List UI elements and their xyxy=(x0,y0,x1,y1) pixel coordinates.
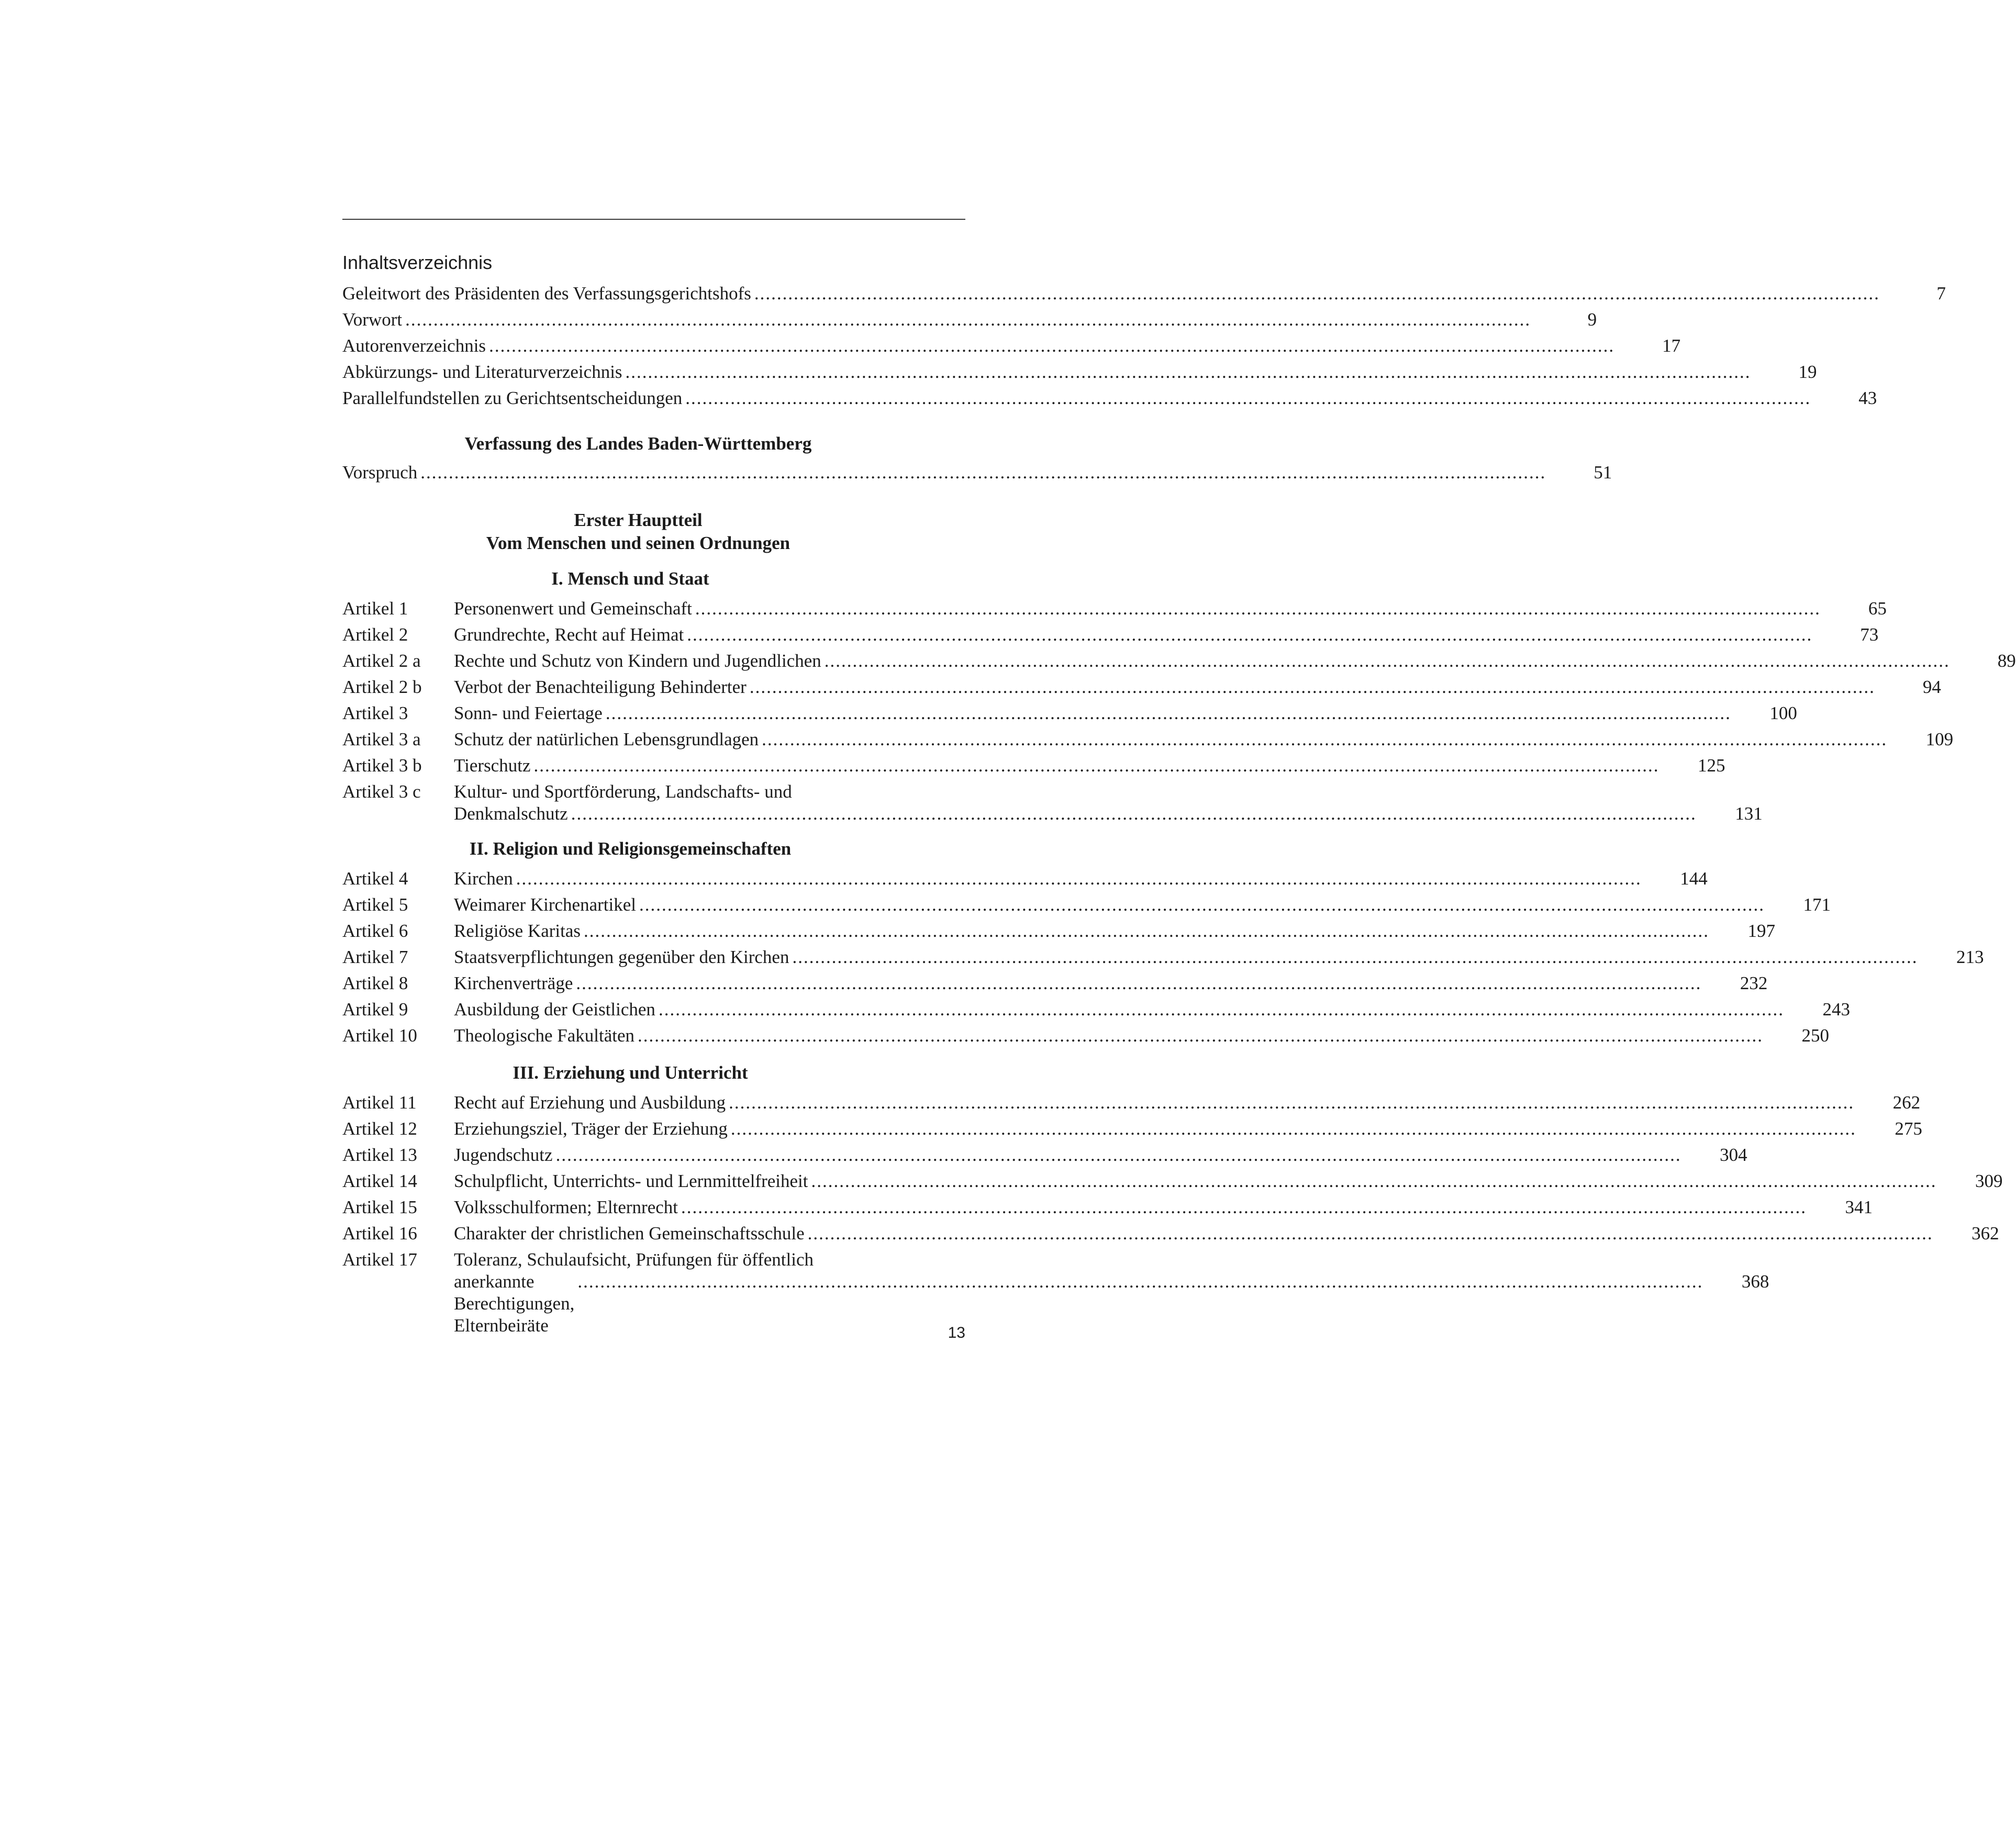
entry-title: Kirchenverträge xyxy=(454,973,573,993)
entry-page: 368 xyxy=(1741,1271,1769,1292)
article-number: Artikel 11 xyxy=(342,1092,417,1113)
leader-dots xyxy=(576,970,1701,997)
entry-title: Religiöse Karitas xyxy=(454,921,581,941)
leader-dots xyxy=(750,674,1875,700)
article-number: Artikel 5 xyxy=(342,894,408,915)
leader-dots xyxy=(659,997,1784,1023)
entry-title: Recht auf Erziehung und Ausbildung xyxy=(454,1092,726,1113)
article-number: Artikel 3 c xyxy=(342,781,421,802)
article-number: Artikel 4 xyxy=(342,868,408,889)
entry-page: 109 xyxy=(1925,729,1954,749)
entry-title: Weimarer Kirchenartikel xyxy=(454,894,636,915)
entry-title: Volksschulformen; Elternrecht xyxy=(454,1197,678,1217)
entry-title: Schutz der natürlichen Lebensgrundlagen xyxy=(454,729,759,749)
entry-page: 89 xyxy=(1997,651,2016,671)
article-number: Artikel 13 xyxy=(342,1145,417,1165)
section-entries xyxy=(342,596,2016,825)
toc-entry[interactable] xyxy=(342,726,1954,753)
leader-dots xyxy=(792,944,1918,970)
entry-title: Charakter der christlichen Gemeinschaftsschule xyxy=(454,1223,805,1244)
leader-dots xyxy=(516,866,1642,892)
entry-title-line1: Kultur- und Sportförderung, Landschafts- und xyxy=(454,781,792,802)
entry-page: 73 xyxy=(1860,624,1879,645)
entry-title: Vorspruch xyxy=(342,462,418,483)
entry-title-line2: anerkannte Berechtigungen, Elternbeiräte xyxy=(454,1271,575,1336)
entry-page: 275 xyxy=(1895,1118,1922,1139)
leader-dots xyxy=(811,1168,1936,1194)
toc-entry[interactable] xyxy=(342,1142,1747,1168)
toc-entry[interactable] xyxy=(342,596,1887,622)
leader-dots xyxy=(762,726,1887,753)
page-number: 13 xyxy=(948,1324,965,1341)
leader-dots xyxy=(638,1023,1763,1049)
leader-dots xyxy=(687,622,1812,648)
leader-dots xyxy=(577,1271,1703,1293)
leader-dots xyxy=(825,648,1950,674)
entry-page: 144 xyxy=(1680,868,1708,889)
toc-entry[interactable] xyxy=(342,700,1797,726)
leader-dots xyxy=(808,1221,1933,1247)
entry-title: Sonn- und Feiertage xyxy=(454,703,603,723)
article-number: Artikel 14 xyxy=(342,1171,417,1191)
part-heading-line2: Vom Menschen und seinen Ordnungen xyxy=(486,533,790,553)
toc-entry[interactable] xyxy=(342,1116,1922,1142)
constitution-heading: Verfassung des Landes Baden-Württemberg xyxy=(464,433,812,454)
leader-dots xyxy=(405,307,1531,333)
leader-dots xyxy=(489,333,1614,359)
toc-entry[interactable] xyxy=(342,892,1831,918)
entry-body xyxy=(454,781,1763,825)
entry-page: 43 xyxy=(1858,388,1877,408)
toc-entry[interactable] xyxy=(342,1023,1830,1049)
entry-page: 94 xyxy=(1922,677,1941,697)
toc-entry[interactable] xyxy=(342,944,1984,970)
toc-entry-multiline[interactable] xyxy=(342,781,1763,825)
leader-dots xyxy=(685,385,1811,411)
toc-entry[interactable] xyxy=(342,622,1879,648)
toc-entry[interactable] xyxy=(342,333,1681,359)
entry-title: Vorwort xyxy=(342,309,403,330)
entry-page: 304 xyxy=(1720,1145,1747,1165)
article-number: Artikel 8 xyxy=(342,973,408,993)
leader-dots xyxy=(695,596,1821,622)
leader-dots xyxy=(606,700,1731,726)
leader-dots xyxy=(729,1090,1854,1116)
entry-page: 341 xyxy=(1845,1197,1873,1217)
toc-entry[interactable] xyxy=(342,674,1941,700)
leader-dots xyxy=(681,1194,1807,1221)
entry-title: Abkürzungs- und Literaturverzeichnis xyxy=(342,362,622,382)
top-rule xyxy=(342,219,965,220)
toc-entry[interactable] xyxy=(342,359,1817,385)
entry-page: 17 xyxy=(1662,335,1681,356)
entry-title: Autorenverzeichnis xyxy=(342,335,486,356)
article-number: Artikel 3 b xyxy=(342,755,422,776)
article-number: Artikel 15 xyxy=(342,1197,417,1217)
entry-title: Erziehungsziel, Träger der Erziehung xyxy=(454,1118,728,1139)
leader-dots xyxy=(584,918,1709,944)
entry-page: 362 xyxy=(1972,1223,1999,1244)
entry-page: 243 xyxy=(1822,999,1850,1020)
entry-line2 xyxy=(454,1271,1769,1337)
entry-title: Jugendschutz xyxy=(454,1145,553,1165)
section-heading: II. Religion und Religionsgemeinschaften xyxy=(469,838,792,859)
entry-title: Staatsverpflichtungen gegenüber den Kirchen xyxy=(454,947,789,967)
section-heading: III. Erziehung und Unterricht xyxy=(513,1062,748,1083)
article-number: Artikel 6 xyxy=(342,921,408,941)
entry-page: 51 xyxy=(1594,462,1612,483)
toc-entry-multiline[interactable] xyxy=(342,1249,1769,1337)
section-heading: I. Mensch und Staat xyxy=(551,568,709,589)
part-heading-line1: Erster Hauptteil xyxy=(574,510,703,530)
toc-entry-preamble[interactable] xyxy=(342,460,1612,486)
leader-dots xyxy=(556,1142,1681,1168)
toc-entry[interactable] xyxy=(342,918,1776,944)
entry-page: 232 xyxy=(1740,973,1768,993)
toc-entry[interactable] xyxy=(342,281,1946,307)
entry-page: 171 xyxy=(1803,894,1831,915)
article-number: Artikel 17 xyxy=(342,1249,417,1270)
entry-title-line1: Toleranz, Schulaufsicht, Prüfungen für öffentlich xyxy=(454,1249,814,1270)
entry-title: Schulpflicht, Unterrichts- und Lernmittelfreiheit xyxy=(454,1171,808,1191)
toc-entry[interactable] xyxy=(342,753,1725,779)
entry-title: Grundrechte, Recht auf Heimat xyxy=(454,624,684,645)
leader-dots xyxy=(731,1116,1856,1142)
entry-body xyxy=(454,1249,1769,1337)
toc-entry[interactable] xyxy=(342,307,1597,333)
toc-entry[interactable] xyxy=(342,997,1850,1023)
entry-page: 131 xyxy=(1735,803,1763,824)
entry-page: 125 xyxy=(1697,755,1725,776)
entry-page: 7 xyxy=(1936,283,1946,304)
toc-entry[interactable] xyxy=(342,1090,1921,1116)
leader-dots xyxy=(754,281,1880,307)
article-number: Artikel 1 xyxy=(342,598,408,619)
entry-page: 250 xyxy=(1801,1025,1830,1046)
entry-page: 9 xyxy=(1587,309,1597,330)
entry-line2 xyxy=(454,803,1763,825)
article-number: Artikel 2 a xyxy=(342,651,421,671)
entry-title: Kirchen xyxy=(454,868,513,889)
leader-dots xyxy=(626,359,1751,385)
toc-entry[interactable] xyxy=(342,1194,1873,1221)
entry-title: Ausbildung der Geistlichen xyxy=(454,999,655,1020)
toc-title: Inhaltsverzeichnis xyxy=(342,252,493,273)
front-matter-list xyxy=(342,281,1946,411)
article-number: Artikel 3 xyxy=(342,703,408,723)
leader-dots xyxy=(420,460,1546,486)
entry-page: 197 xyxy=(1747,921,1776,941)
entry-page: 65 xyxy=(1868,598,1887,619)
toc-entry[interactable] xyxy=(342,1168,2003,1194)
article-number: Artikel 16 xyxy=(342,1223,417,1244)
leader-dots xyxy=(639,892,1765,918)
section-entries xyxy=(342,866,1984,1049)
section-entries xyxy=(342,1090,2003,1337)
entry-title: Theologische Fakultäten xyxy=(454,1025,635,1046)
toc-entry[interactable] xyxy=(342,385,1877,411)
entry-page: 262 xyxy=(1892,1092,1921,1113)
toc-entry[interactable] xyxy=(342,970,1768,997)
article-number: Artikel 10 xyxy=(342,1025,417,1046)
article-number: Artikel 3 a xyxy=(342,729,421,749)
entry-page: 309 xyxy=(1975,1171,2003,1191)
article-number: Artikel 7 xyxy=(342,947,408,967)
toc-entry[interactable] xyxy=(342,1221,1999,1247)
leader-dots xyxy=(533,753,1659,779)
article-number: Artikel 2 b xyxy=(342,677,422,697)
entry-title: Tierschutz xyxy=(454,755,531,776)
entry-page: 213 xyxy=(1956,947,1984,967)
entry-title: Parallelfundstellen zu Gerichtsentscheidungen xyxy=(342,388,683,408)
entry-title: Geleitwort des Präsidenten des Verfassungsgerichtshofs xyxy=(342,283,751,304)
entry-page: 100 xyxy=(1769,703,1797,723)
article-number: Artikel 9 xyxy=(342,999,408,1020)
entry-title: Verbot der Benachteiligung Behinderter xyxy=(454,677,747,697)
entry-title: Rechte und Schutz von Kindern und Jugendlichen xyxy=(454,651,821,671)
article-number: Artikel 2 xyxy=(342,624,408,645)
toc-entry[interactable] xyxy=(342,866,1708,892)
leader-dots xyxy=(571,803,1697,825)
toc-entry[interactable] xyxy=(342,648,2016,674)
entry-title-line2: Denkmalschutz xyxy=(454,803,568,824)
toc-page xyxy=(342,219,2016,1337)
article-number: Artikel 12 xyxy=(342,1118,417,1139)
entry-page: 19 xyxy=(1798,362,1817,382)
entry-title: Personenwert und Gemeinschaft xyxy=(454,598,692,619)
